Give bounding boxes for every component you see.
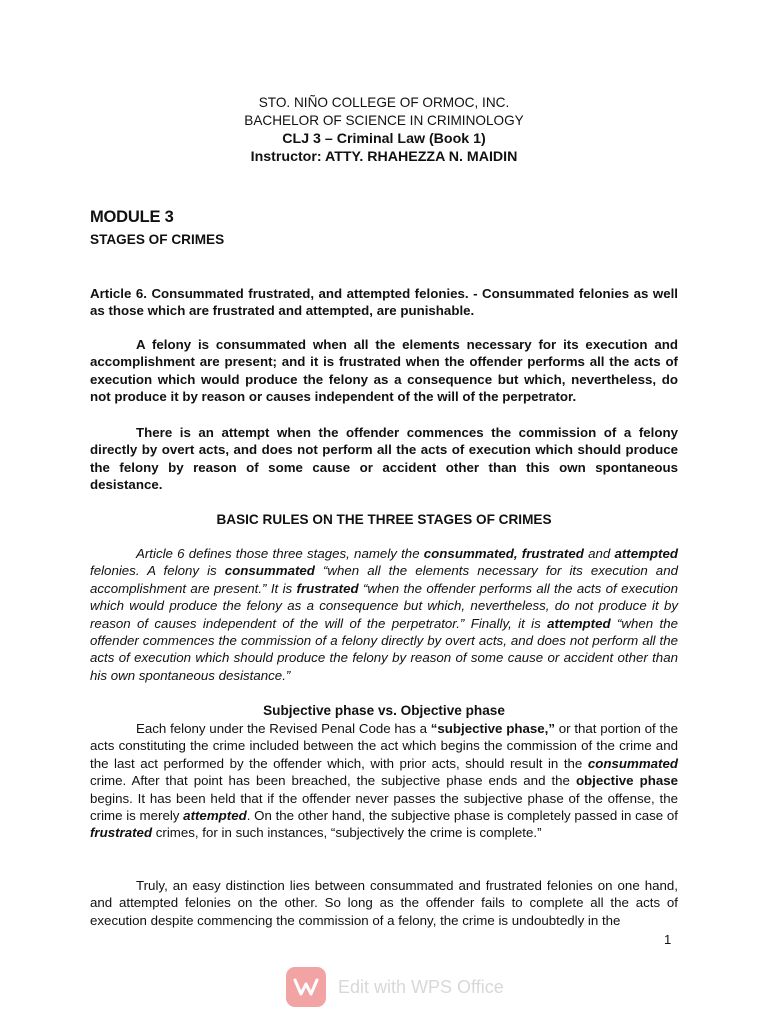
school-name: STO. NIÑO COLLEGE OF ORMOC, INC. [258,95,510,110]
wps-logo-icon [286,967,326,1007]
article-6-text: Article 6. Consummated frustrated, and attempted felonies. - Consummated felonies as well as those which are frustrated and attempted, are punishable. [90,286,678,319]
basic-rules-paragraph: Article 6 defines those three stages, namely the consummated, frustrated and attempted felonies. A felony is consummated “when all the elements necessary for its execution and accomplishment are present.” It is frustrated “when the offender performs all the acts of execution which would produce the felony as a consequence but which, nevertheless, do not produce it by reason of causes independent of the will of the perpetrator.” Finally, it is attempted “when the offender commences the commission of a felony directly by overt acts, and does not perform all the acts of execution which should produce the felony by reason of some cause or accident other than his own spontaneous desistance.” [90,546,678,683]
program-name: BACHELOR OF SCIENCE IN CRIMINOLOGY [244,113,524,128]
article-6-attempt-paragraph: There is an attempt when the offender commences the commission of a felony directly by overt acts, and does not perform all the acts of execution which should produce the felony by reason of some cause or accident other than this own spontaneous desistance. [90,425,678,493]
instructor-name: Instructor: ATTY. RHAHEZZA N. MAIDIN [250,149,518,165]
document-header [0,94,768,166]
phase-paragraph: Each felony under the Revised Penal Code has a “subjective phase,” or that portion of the acts constituting the crime included between the act which begins the commission of the crime and the last act performed by the offender which, with prior acts, should result in the consummated crime. After that point has been breached, the subjective phase ends and the objective phase begins. It has been held that if the offender never passes the subjective phase of the offense, the crime is merely attempted. On the other hand, the subjective phase is completely passed in case of frustrated crimes, for in such instances, “subjectively the crime is complete.” [90,721,678,841]
article-6-consummated-paragraph: A felony is consummated when all the elements necessary for its execution and accomplishment are present; and it is frustrated when the offender performs all the acts of execution which would produce the felony as a consequence but which, nevertheless, do not produce it by reason or causes independent of the will of the perpetrator. [90,337,678,405]
watermark-text: Edit with WPS Office [338,976,504,997]
module-title: MODULE 3 [90,208,174,226]
course-title: CLJ 3 – Criminal Law (Book 1) [282,131,486,147]
phase-heading: Subjective phase vs. Objective phase [263,703,505,718]
basic-rules-heading: BASIC RULES ON THE THREE STAGES OF CRIMES [216,512,552,527]
distinction-paragraph: Truly, an easy distinction lies between consummated and frustrated felonies on one hand, and attempted felonies on the other. So long as the offender fails to complete all the acts of execution despite commencing the commission of a felony, the crime is undoubtedly in the [90,878,678,928]
module-subtitle: STAGES OF CRIMES [90,232,225,247]
page-number: 1 [664,932,672,947]
wps-watermark[interactable] [286,965,504,1009]
